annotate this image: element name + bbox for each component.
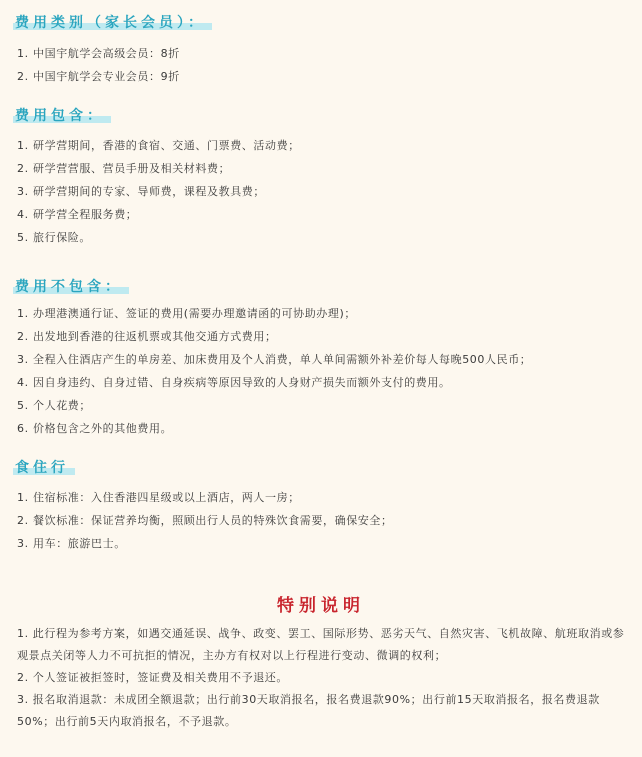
section-special-notes <box>0 623 642 733</box>
food-lodging-list <box>0 486 642 555</box>
section-heading-text: 食住行 <box>15 460 69 476</box>
list-item: 3. 研学营期间的专家、导师费，课程及教具费； <box>17 185 265 198</box>
list-item: 2. 出发地到香港的往返机票或其他交通方式费用； <box>17 330 277 343</box>
section-heading-text: 费用包含： <box>15 108 105 124</box>
list-item: 2. 研学营营服、营员手册及相关材料费； <box>17 162 231 175</box>
list-item: 4. 研学营全程服务费； <box>17 208 138 221</box>
list-item: 2. 中国宇航学会专业会员：9折 <box>17 70 180 83</box>
special-notes-title: 特别说明 <box>277 596 365 616</box>
section-heading <box>15 107 105 125</box>
section-heading <box>15 14 206 32</box>
list-item: 3. 用车：旅游巴士。 <box>17 537 126 550</box>
list-item: 6. 价格包含之外的其他费用。 <box>17 422 173 435</box>
list-item: 3. 全程入住酒店产生的单房差、加床费用及个人消费，单人单间需额外补差价每人每晚500人民币； <box>17 353 532 366</box>
section-fee-included <box>0 105 642 249</box>
list-item: 1. 中国宇航学会高级会员：8折 <box>17 47 180 60</box>
fee-category-list <box>0 42 642 88</box>
list-item: 5. 旅行保险。 <box>17 231 91 244</box>
special-notes-list <box>0 623 642 733</box>
section-fee-excluded <box>0 276 642 440</box>
section-heading-text: 费用不包含： <box>15 279 123 295</box>
list-item: 1. 研学营期间，香港的食宿、交通、门票费、活动费； <box>17 139 300 152</box>
section-heading-text: 费用类别（家长会员）： <box>15 15 206 31</box>
list-item: 2. 个人签证被拒签时，签证费及相关费用不予退还。 <box>17 671 288 684</box>
section-fee-category <box>0 12 642 88</box>
section-heading <box>15 278 123 296</box>
list-number: 2. <box>17 671 33 684</box>
list-item: 1. 办理港澳通行证、签证的费用(需要办理邀请函的可协助办理)； <box>17 307 356 320</box>
list-number: 3. <box>17 693 33 706</box>
list-item: 3. 报名取消退款：未成团全额退款；出行前30天取消报名，报名费退款90%；出行前15天取消报名，报名费退款50%；出行前5天内取消报名，不予退款。 <box>17 693 600 728</box>
section-food-lodging-transport <box>0 457 642 555</box>
fee-excluded-list <box>0 302 642 440</box>
list-item: 2. 餐饮标准：保证营养均衡，照顾出行人员的特殊饮食需要，确保安全； <box>17 514 393 527</box>
fee-included-list <box>0 134 642 249</box>
section-heading <box>15 459 69 477</box>
list-number: 1. <box>17 627 33 640</box>
list-item: 5. 个人花费； <box>17 399 91 412</box>
list-item: 1. 住宿标准：入住香港四星级或以上酒店，两人一房； <box>17 491 300 504</box>
list-item: 1. 此行程为参考方案，如遇交通延误、战争、政变、罢工、国际形势、恶劣天气、自然灾害、飞机故障、航班取消或参观景点关闭等人力不可抗拒的情况，主办方有权对以上行程进行变动、微调的权利； <box>17 627 625 662</box>
list-item: 4. 因自身违约、自身过错、自身疾病等原因导致的人身财产损失而额外支付的费用。 <box>17 376 451 389</box>
